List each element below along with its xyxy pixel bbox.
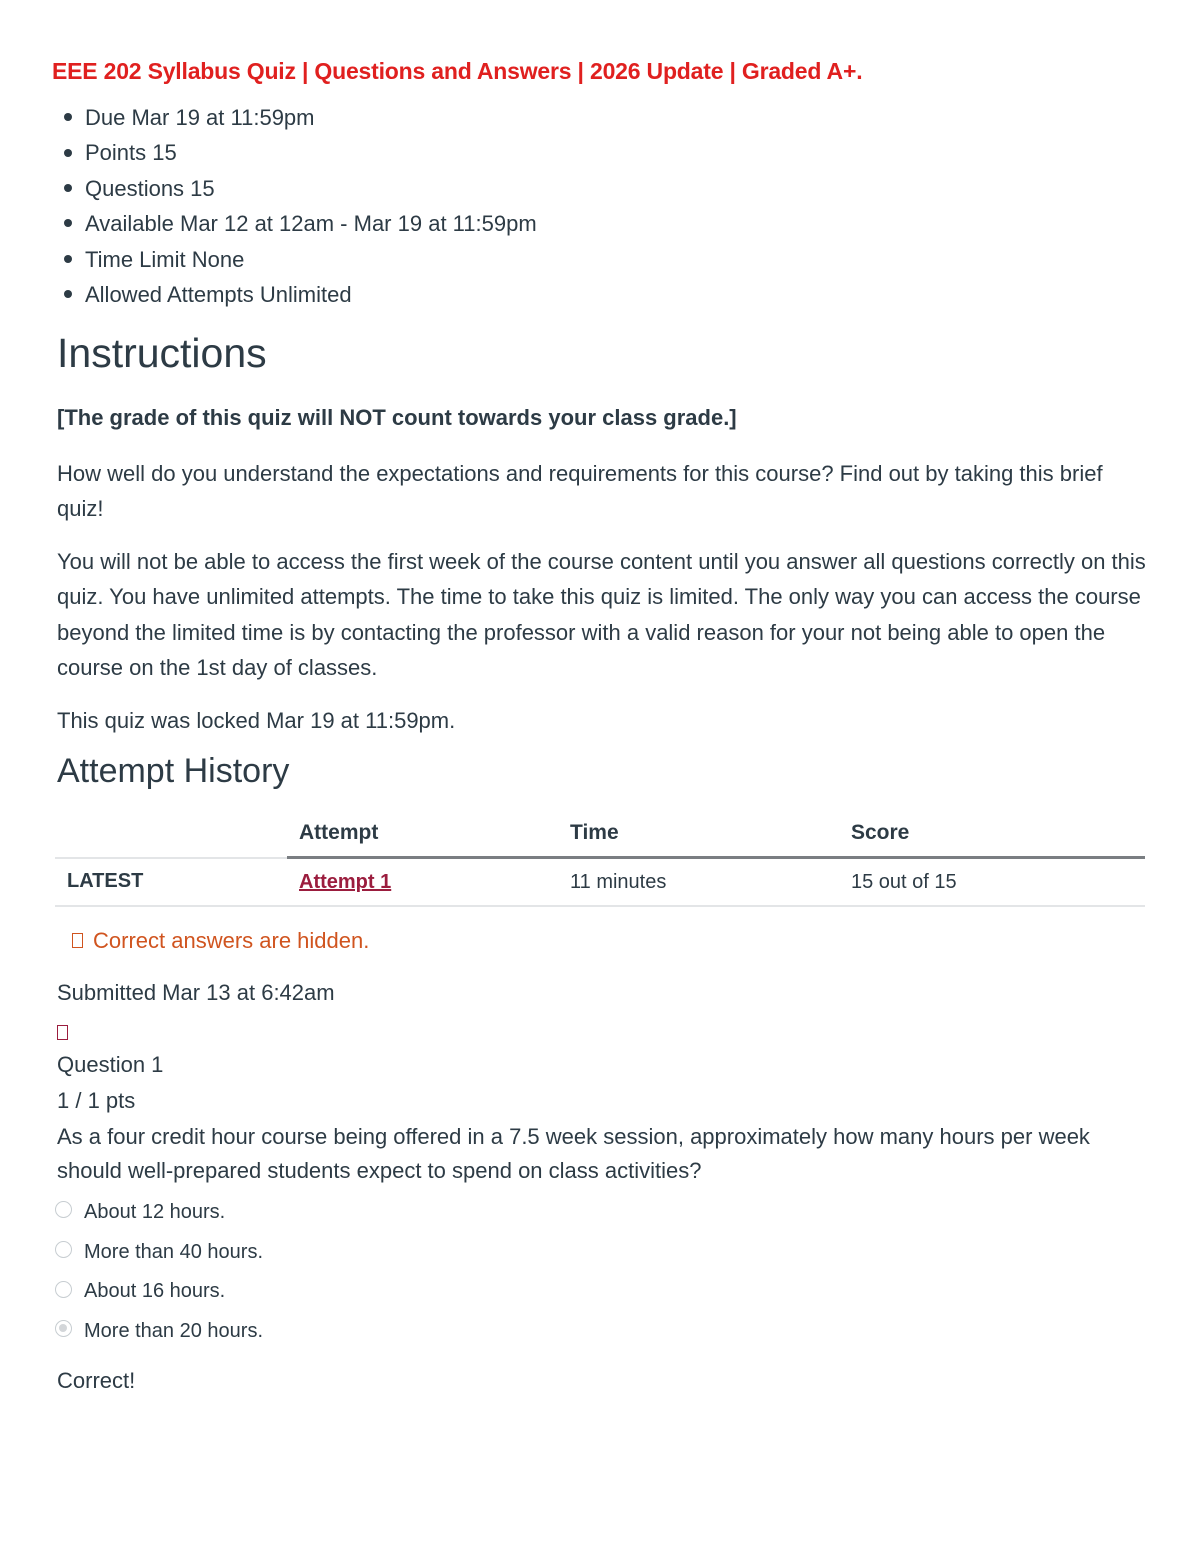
table-header-row (55, 810, 1145, 858)
radio-icon[interactable] (55, 1241, 72, 1258)
attempt-history-table (55, 810, 1145, 907)
answer-option-selected[interactable]: More than 20 hours. (55, 1315, 263, 1355)
answer-list (55, 1196, 263, 1355)
radio-icon[interactable] (55, 1281, 72, 1298)
flag-icon (57, 1025, 68, 1040)
quiz-detail-attempts: Allowed Attempts Unlimited (64, 277, 537, 312)
question-title: Question 1 (57, 1052, 164, 1077)
question-flag-icon[interactable] (57, 1026, 68, 1044)
instructions-paragraph-2: You will not be able to access the first week of the course content until you answer all questions correctly on this quiz. You have unlimited attempts. The time to take this quiz is limited. The only way you can access the course beyond the limited time is by contacting the professor with a valid reason for your not being able to open the course on the 1st day of classes. (57, 549, 1146, 680)
header-blank (55, 810, 287, 858)
bullet-icon (64, 255, 72, 263)
correct-answers-hidden-note: Correct answers are hidden. (72, 928, 369, 954)
attempt-cell (287, 858, 558, 907)
header-time: Time (558, 810, 839, 858)
quiz-detail-available: Available Mar 12 at 12am - Mar 19 at 11:59pm (64, 206, 537, 241)
answer-option[interactable]: More than 40 hours. (55, 1236, 263, 1276)
submitted-timestamp: Submitted Mar 13 at 6:42am (57, 980, 335, 1005)
header-score: Score (839, 810, 1145, 858)
table-row (55, 858, 1145, 907)
bullet-icon (64, 113, 72, 121)
instructions-heading: Instructions (57, 330, 267, 376)
attempt-history-heading: Attempt History (57, 752, 290, 790)
grade-note: [The grade of this quiz will NOT count towards your class grade.] (57, 405, 737, 430)
question-points: 1 / 1 pts (57, 1088, 136, 1113)
bullet-icon (64, 184, 72, 192)
header-attempt: Attempt (287, 810, 558, 858)
score-cell: 15 out of 15 (839, 858, 1145, 907)
document-title: EEE 202 Syllabus Quiz | Questions and Answers | 2026 Update | Graded A+. (52, 58, 863, 84)
quiz-details-list (64, 100, 537, 312)
instructions-paragraph-1: How well do you understand the expectations and requirements for this course? Find out by taking this brief quiz! (57, 461, 1103, 522)
quiz-detail-time-limit: Time Limit None (64, 242, 537, 277)
question-feedback: Correct! (57, 1368, 136, 1393)
time-cell: 11 minutes (558, 858, 839, 907)
locked-note: This quiz was locked Mar 19 at 11:59pm. (57, 708, 456, 733)
radio-icon[interactable] (55, 1201, 72, 1218)
question-text: As a four credit hour course being offered in a 7.5 week session, approximately how many hours per week should well-prepared students expect to spend on class activities? (57, 1124, 1090, 1183)
attempt-1-link[interactable]: Attempt 1 (299, 870, 392, 893)
radio-selected-icon[interactable] (55, 1320, 72, 1337)
answer-option[interactable]: About 16 hours. (55, 1275, 263, 1315)
quiz-detail-points: Points 15 (64, 135, 537, 170)
bullet-icon (64, 219, 72, 227)
answer-option[interactable]: About 12 hours. (55, 1196, 263, 1236)
quiz-detail-questions: Questions 15 (64, 171, 537, 206)
latest-label: LATEST (55, 858, 287, 907)
quiz-detail-due: Due Mar 19 at 11:59pm (64, 100, 537, 135)
warning-icon (72, 933, 83, 948)
bullet-icon (64, 290, 72, 298)
bullet-icon (64, 149, 72, 157)
